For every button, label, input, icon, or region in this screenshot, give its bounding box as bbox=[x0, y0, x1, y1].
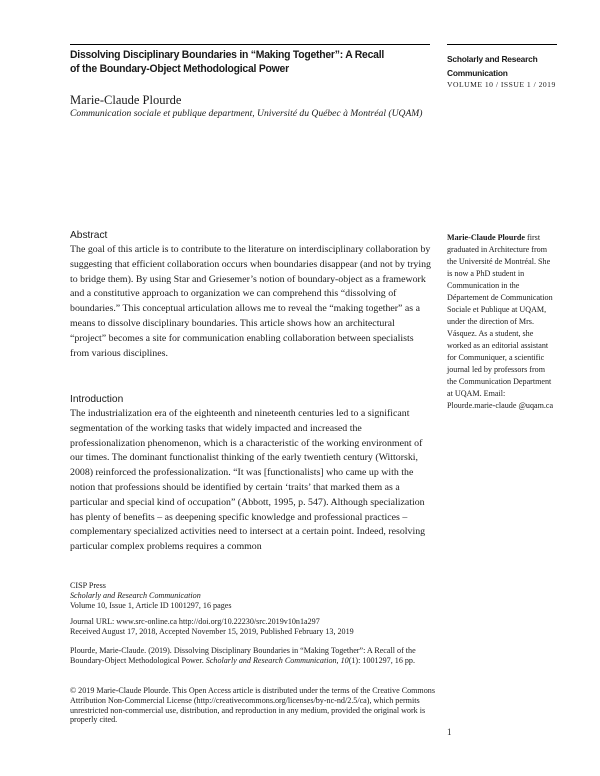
author-affiliation: Communication sociale et publique department, Université du Québec à Montréal (UQAM) bbox=[70, 108, 423, 119]
title-top-rule bbox=[70, 44, 430, 45]
article-title bbox=[70, 48, 405, 76]
abstract-heading: Abstract bbox=[70, 230, 108, 241]
title-line-1: Dissolving Disciplinary Boundaries in “Making Together”: A Recall bbox=[70, 49, 385, 61]
author-bio-text: first graduated in Architecture from the Université de Montréal. She is now a PhD student in Communication in the Département de Communication Sociale et Publique at UQAM, under the direction of Mrs. Vásquez. As a student, she worked as an editorial assistant for Communiquer, a scientific journal led by professors from the Communication Department at UQAM. Email: Plourde.marie-claude @uqam.ca bbox=[447, 233, 554, 410]
journal-url-block bbox=[70, 617, 445, 637]
journal-name-line-2: Communication bbox=[447, 68, 508, 78]
license-text: © 2019 Marie-Claude Plourde. This Open Access article is distributed under the terms of the Creative Commons Attribution Non-Commercial License (http://creativecommons.org/licenses/by-nc-nd/2.5/ca), which permits unrestricted non-commercial use, distribution, and reproduction in any medium, provided the original work is properly cited. bbox=[70, 686, 435, 725]
author-bio bbox=[447, 232, 555, 412]
publication-dates: Received August 17, 2018, Accepted November 15, 2019, Published February 13, 2019 bbox=[70, 626, 354, 636]
citation: Plourde, Marie-Claude. (2019). Dissolving Disciplinary Boundaries in “Making Together”: A Recall of the Boundary-Object Methodological Power. Scholarly and Research Communication, 10(1): 1001297, 16 pp. bbox=[70, 646, 416, 665]
introduction-heading: Introduction bbox=[70, 394, 124, 405]
page-number: 1 bbox=[447, 727, 452, 737]
publisher: CISP Press bbox=[70, 581, 106, 590]
journal-name-line-1: Scholarly and Research bbox=[447, 54, 538, 64]
author-bio-name: Marie-Claude Plourde bbox=[447, 233, 526, 242]
author-name: Marie-Claude Plourde bbox=[70, 93, 182, 107]
abstract-text: The goal of this article is to contribute to the literature on interdisciplinary collaboration by suggesting that efficient collaboration occurs when boundaries disappear (and not by trying to bridge them). By using Star and Griesemer’s notion of boundary-object as a framework and a constitutive approach to organization we can comprehend this “dissolving of boundaries.” This conceptual articulation allows me to reveal the “making together” as a means to dissolve disciplinary boundaries. This article shows how an architectural “project” becomes a site for communication enabling collaboration between specialists from various disciplines. bbox=[70, 244, 431, 359]
publisher-block bbox=[70, 581, 445, 610]
volume-line: Volume 10, Issue 1, Article ID 1001297, 16 pages bbox=[70, 600, 232, 610]
introduction-text: The industrialization era of the eighteenth and nineteenth centuries led to a significant segmentation of the working tasks that widely impacted and increased the professionalization phenomenon, which is a characteristic of the working environment of our times. The dominant functionalist thinking of the early twentieth century (Wittorski, 2008) reinforced the professionalization. “It was [functionalists] who came up with the notion that professions should be identified by certain ‘traits’ that marked them as a particular and special kind of occupation” (Abbott, 1995, p. 547). Although specialization has plenty of benefits – as deepening specific knowledge and professional practices – complementary specialized activities need to intersect at a certain point. Indeed, resolving particular complex problems requires a common bbox=[70, 408, 426, 553]
journal-volume-issue: VOLUME 10 / ISSUE 1 / 2019 bbox=[447, 80, 556, 89]
journal-url: Journal URL: www.src-online.ca http://doi.org/10.22230/src.2019v10n1a297 bbox=[70, 617, 320, 626]
journal-top-rule bbox=[447, 44, 557, 45]
title-line-2: of the Boundary-Object Methodological Power bbox=[70, 63, 289, 75]
journal-name bbox=[447, 52, 577, 80]
journal-italic: Scholarly and Research Communication bbox=[70, 590, 201, 600]
